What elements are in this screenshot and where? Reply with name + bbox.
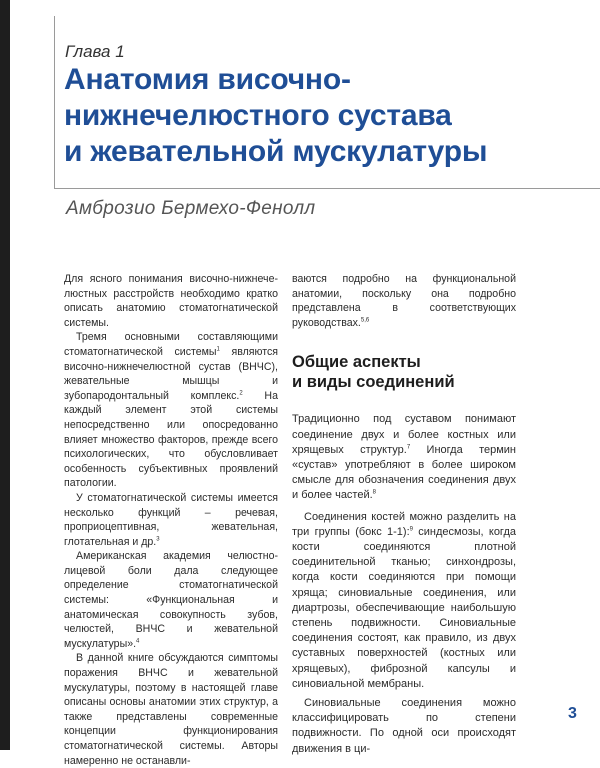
paragraph-synovial-classification-text: Синовиальные соединения можно классифицировать по степени подвижности. По одной оси происходят движения в ци-	[292, 697, 516, 755]
left-column	[64, 272, 278, 768]
paragraph-components-text-b: являются височно-нижнечелюстной сустав (ВНЧС), жевательные мышцы и зубопародонтальный комплекс.	[64, 345, 278, 402]
paragraph-components-text-a: Тремя основными составляющими стоматогнатической системы	[64, 331, 278, 358]
footnote-ref-3: 3	[156, 536, 160, 543]
section-heading	[292, 352, 516, 392]
paragraph-functions-text: У стоматогнатической системы имеется несколько функций – речевая, проприоцептивная, жевательная, глотательная и др.	[64, 491, 278, 548]
footnote-ref-2: 2	[239, 390, 243, 397]
paragraph-components	[64, 330, 278, 491]
chapter-title-line-2: нижнечелюстного сустава	[64, 99, 452, 132]
paragraph-joint-types-text-b: синдесмозы, когда кости соединяются плотной соединительной тканью; синхондрозы, когда кости соединяются при помощи хряща; синовиальные соединения, или диартрозы, обеспечивающие наибольшую степень подвижности. Синовиальные соединения состоят, как правило, из двух суставных поверхностей (костных или хрящевых), фиброзной капсулы и синовиальной мембраны.	[292, 525, 516, 690]
paragraph-joint-definition-text-b: Иногда термин «сустав» употребляют в более широком смысле для обозначения соединения двух и более частей.	[292, 443, 516, 502]
footnote-ref-4: 4	[136, 638, 140, 645]
footnote-ref-1: 1	[216, 346, 220, 353]
chapter-title-line-1: Анатомия височно-	[64, 63, 351, 96]
paragraph-joint-definition-text-a: Традиционно под суставом понимают соединение двух и более костных или хрящевых структур.	[292, 413, 516, 456]
footnote-ref-9: 9	[409, 526, 413, 533]
footnote-ref-8: 8	[372, 489, 377, 496]
paragraph-intro	[64, 272, 278, 330]
chapter-title-line-3: и жевательной мускулатуры	[64, 135, 488, 168]
right-column	[292, 272, 516, 757]
author-name: Амброзио Бермехо-Фенолл	[66, 198, 316, 219]
paragraph-continuation-text: ваются подробно на функциональной анатомии, поскольку она подробно представлена в соответствующих руководствах.	[292, 273, 516, 329]
paragraph-joint-definition	[292, 412, 516, 503]
page-number: 3	[568, 705, 577, 722]
paragraph-joint-types-text-a: Соединения костей можно разделить на три группы (бокс 1-1):	[292, 510, 516, 538]
footnote-ref-5-6: 5,6	[360, 317, 370, 324]
paragraph-definition-text: Американская академия челюстно-лицевой боли дала следующее определение стоматогнатической системы: «Функциональная и анатомическая совокупность зубов, челюстей, ВНЧС и жевательной мускулатуры».	[64, 550, 278, 650]
section-heading-line-1: Общие аспекты	[292, 353, 421, 372]
chapter-title	[64, 62, 564, 170]
paragraph-joint-types	[292, 510, 516, 692]
chapter-label: Глава 1	[65, 42, 125, 61]
paragraph-book-scope	[64, 651, 278, 768]
paragraph-synovial-classification	[292, 696, 516, 757]
section-heading-line-2: и виды соединений	[292, 373, 455, 392]
paragraph-book-scope-text: В данной книге обсуждаются симптомы поражения ВНЧС и жевательной мускулатуры, поэтому в настоящей главе описаны основы анатомии этих структур, а также представлены современные концепции функционирования стоматогнатической системы. Авторы намеренно не останавли-	[64, 652, 278, 767]
paragraph-functions	[64, 491, 278, 549]
paragraph-components-text-c: На каждый элемент этой системы непосредственно или опосредованно влияет множество факторов, прежде всего психологических, что обусловливает особенность субъективных проявлений патологии.	[64, 389, 278, 490]
footnote-ref-7: 7	[406, 444, 411, 451]
page-edge-shadow	[0, 0, 10, 750]
paragraph-definition	[64, 549, 278, 651]
paragraph-continuation	[292, 272, 516, 330]
paragraph-intro-text: Для ясного понимания височно-нижнече-люстных расстройств необходимо кратко описать анатомию стоматогнатической системы.	[64, 273, 278, 329]
